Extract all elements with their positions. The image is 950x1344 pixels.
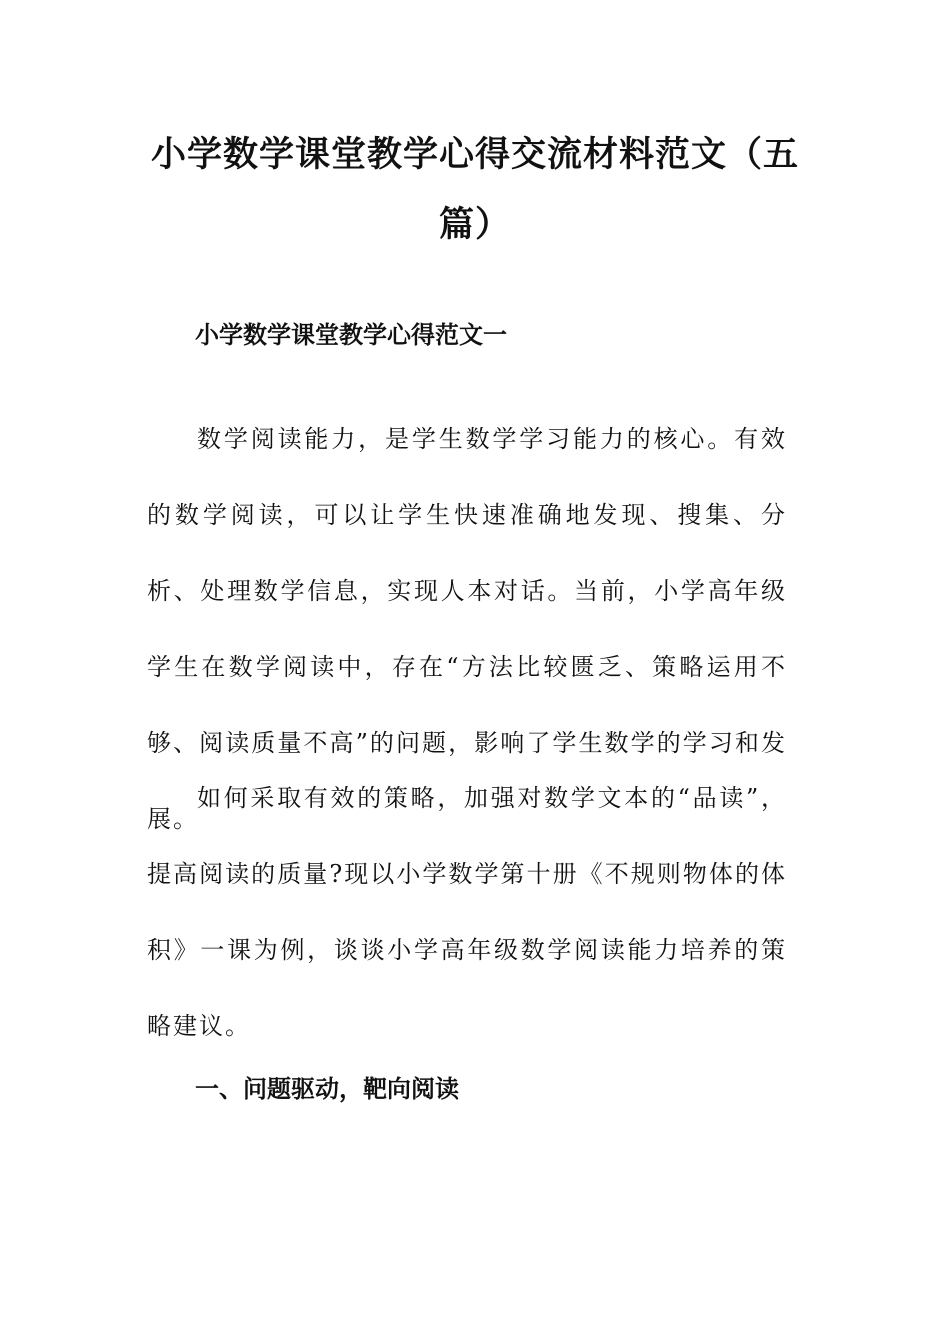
subsection-heading: 一、问题驱动，靶向阅读: [195, 1075, 459, 1103]
document-title: 小学数学课堂教学心得交流材料范文（五篇）: [150, 135, 799, 245]
body-paragraph: 如何采取有效的策略，加强对数学文本的“品读”，提高阅读的质量?现以小学数学第十册《不规则物体的体积》一课为例，谈谈小学高年级数学阅读能力培养的策略建议。: [147, 784, 787, 1040]
section-heading: 小学数学课堂教学心得范文一: [195, 321, 507, 349]
body-paragraph: 数学阅读能力，是学生数学学习能力的核心。有效的数学阅读，可以让学生快速准确地发现、搜集、分析、处理数学信息，实现人本对话。当前，小学高年级学生在数学阅读中，存在“方法比较匮乏、策略运用不够、阅读质量不高”的问题，影响了学生数学的学习和发展。: [147, 425, 787, 833]
